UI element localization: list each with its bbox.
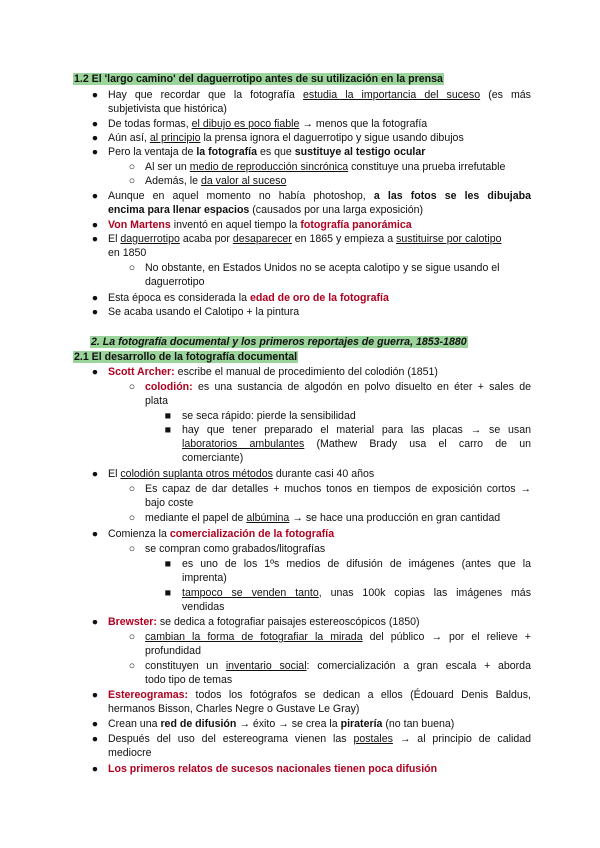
list-item: De todas formas, el dibujo es poco fiable → menos que la fotografía <box>108 118 428 130</box>
list-item: colodión: es una sustancia de algodón en polvo disuelto en éter + sales de <box>145 381 531 393</box>
section-heading-1-2: 1.2 El 'largo camino' del daguerrotipo antes de su utilización en la prensa <box>74 73 443 85</box>
bullet-circle-icon: ○ <box>128 660 136 672</box>
list-item-continuation: plata <box>145 395 168 407</box>
list-item: Estereogramas: todos los fotógrafos se dedican a ellos (Édouard Denis Baldus, <box>108 689 531 701</box>
list-item: Scott Archer: escribe el manual de procedimiento del colodión (1851) <box>108 366 438 378</box>
bullet-square-icon: ■ <box>164 587 172 599</box>
list-item-continuation: hermanos Bisson, Charles Negre o Gustave Le Gray) <box>108 703 360 715</box>
list-item: Aunque en aquel momento no había photoshop, a las fotos se les dibujaba <box>108 190 531 202</box>
list-item: se seca rápido: pierde la sensibilidad <box>182 410 356 422</box>
bullet-circle-icon: ○ <box>128 543 136 555</box>
list-item-continuation: daguerrotipo <box>145 276 205 288</box>
bullet-circle-icon: ○ <box>128 381 136 393</box>
list-item: Es capaz de dar detalles + muchos tonos en tiempos de exposición cortos → <box>145 483 531 495</box>
list-item-continuation: mediocre <box>108 747 152 759</box>
list-item: Se acaba usando el Calotipo + la pintura <box>108 306 300 318</box>
bullet-dot-icon: ● <box>91 763 99 775</box>
bullet-square-icon: ■ <box>164 558 172 570</box>
list-item-continuation: subjetivista que histórica) <box>108 103 227 115</box>
bullet-dot-icon: ● <box>91 528 99 540</box>
bullet-circle-icon: ○ <box>128 631 136 643</box>
list-item-continuation: profundidad <box>145 645 201 657</box>
bullet-square-icon: ■ <box>164 424 172 436</box>
list-item: constituyen un inventario social: comercialización a gran escala + aborda <box>145 660 531 672</box>
list-item: Pero la ventaja de la fotografía es que sustituye al testigo ocular <box>108 146 426 158</box>
list-item-continuation: imprenta) <box>182 572 227 584</box>
bullet-dot-icon: ● <box>91 132 99 144</box>
bullet-dot-icon: ● <box>91 718 99 730</box>
bullet-dot-icon: ● <box>91 366 99 378</box>
bullet-dot-icon: ● <box>91 733 99 745</box>
list-item: Los primeros relatos de sucesos nacionales tienen poca difusión <box>108 763 438 775</box>
list-item: Además, le da valor al suceso <box>145 175 287 187</box>
list-item-continuation: laboratorios ambulantes (Mathew Brady usa el carro de un <box>182 438 532 450</box>
list-item-continuation: encima para llenar espacios (causados por una larga exposición) <box>108 204 424 216</box>
list-item: Esta época es considerada la edad de oro de la fotografía <box>108 292 389 304</box>
list-item: hay que tener preparado el material para las placas → se usan <box>182 424 531 436</box>
list-item: Brewster: se dedica a fotografiar paisajes estereoscópicos (1850) <box>108 616 420 628</box>
bullet-circle-icon: ○ <box>128 512 136 524</box>
section-heading-2-1: 2.1 El desarrollo de la fotografía documental <box>74 351 298 363</box>
bullet-dot-icon: ● <box>91 219 99 231</box>
list-item: se compran como grabados/litografías <box>145 543 326 555</box>
list-item: mediante el papel de albúmina → se hace una producción en gran cantidad <box>145 512 501 524</box>
list-item: El daguerrotipo acaba por desaparecer en 1865 y empieza a sustituirse por calotipo <box>108 233 502 245</box>
bullet-circle-icon: ○ <box>128 161 136 173</box>
list-item: Después del uso del estereograma vienen las postales → al principio de calidad <box>108 733 531 745</box>
bullet-dot-icon: ● <box>91 689 99 701</box>
section-heading-2: 2. La fotografía documental y los primeros reportajes de guerra, 1853-1880 <box>91 336 467 348</box>
list-item: Crean una red de difusión → éxito → se crea la piratería (no tan buena) <box>108 718 455 730</box>
list-item: Von Martens inventó en aquel tiempo la fotografía panorámica <box>108 219 412 231</box>
list-item-continuation: en 1850 <box>108 247 147 259</box>
list-item: Al ser un medio de reproducción sincrónica constituye una prueba irrefutable <box>145 161 506 173</box>
list-item: Hay que recordar que la fotografía estudia la importancia del suceso (es más <box>108 89 531 101</box>
bullet-circle-icon: ○ <box>128 483 136 495</box>
bullet-dot-icon: ● <box>91 146 99 158</box>
bullet-circle-icon: ○ <box>128 175 136 187</box>
bullet-dot-icon: ● <box>91 616 99 628</box>
bullet-dot-icon: ● <box>91 89 99 101</box>
list-item-continuation: todo tipo de temas <box>145 674 233 686</box>
list-item: Comienza la comercialización de la fotografía <box>108 528 335 540</box>
bullet-dot-icon: ● <box>91 292 99 304</box>
list-item-continuation: bajo coste <box>145 497 194 509</box>
list-item-continuation: vendidas <box>182 601 225 613</box>
bullet-dot-icon: ● <box>91 190 99 202</box>
list-item: es uno de los 1ºs medios de difusión de imágenes (antes que la <box>182 558 531 570</box>
list-item: Aún así, al principio la prensa ignora el daguerrotipo y sigue usando dibujos <box>108 132 464 144</box>
bullet-square-icon: ■ <box>164 410 172 422</box>
bullet-dot-icon: ● <box>91 233 99 245</box>
bullet-dot-icon: ● <box>91 118 99 130</box>
list-item: El colodión suplanta otros métodos durante casi 40 años <box>108 468 375 480</box>
list-item: cambian la forma de fotografiar la mirada del público → por el relieve + <box>145 631 531 643</box>
list-item-continuation: comerciante) <box>182 452 244 464</box>
bullet-dot-icon: ● <box>91 306 99 318</box>
bullet-circle-icon: ○ <box>128 262 136 274</box>
bullet-dot-icon: ● <box>91 468 99 480</box>
list-item: No obstante, en Estados Unidos no se acepta calotipo y se sigue usando el <box>145 262 500 274</box>
list-item: tampoco se venden tanto, unas 100k copias las imágenes más <box>182 587 531 599</box>
